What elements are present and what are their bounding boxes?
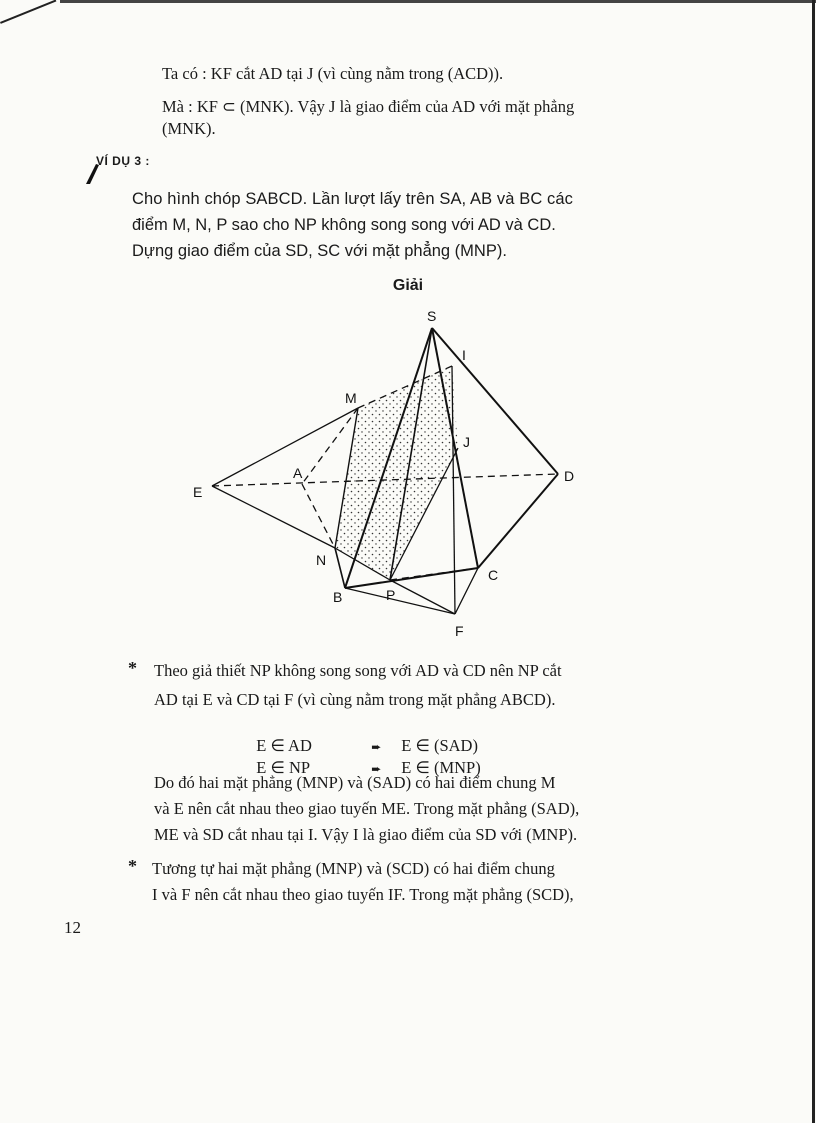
text-line: Cho hình chóp SABCD. Lần lượt lấy trên SA, AB và BC các [132,190,573,208]
text-line: Ta có : KF cắt AD tại J (vì cùng nằm trong (ACD)). [162,64,504,83]
text-line: Dựng giao điểm của SD, SC với mặt phẳng (MNP). [132,242,507,260]
label-J: J [463,434,470,450]
text-line: Tương tự hai mặt phẳng (MNP) và (SCD) có hai điểm chung [152,859,555,878]
example-label: VÍ DỤ 3 : [96,154,150,168]
math-right: E ∈ (MNP) [401,758,481,777]
line-BF [345,588,455,614]
line-PF [390,580,455,614]
line-CF [455,568,478,614]
text-line: AD tại E và CD tại F (vì cùng nằm trong mặt phẳng ABCD). [154,690,556,709]
label-N: N [316,552,327,568]
text-line: Theo giả thiết NP không song song với AD và CD nên NP cắt [154,661,562,680]
bullet-marker: * [128,856,137,876]
text-line: và E nên cắt nhau theo giao tuyến ME. Trong mặt phẳng (SAD), [154,799,580,818]
edge-CD [478,474,558,568]
math-right: E ∈ (SAD) [401,736,478,755]
hidden-edge-AB [302,484,335,548]
page-number: 12 [64,918,81,937]
line-NP-from-N [335,548,345,588]
label-B: B [333,589,343,605]
text-line: (MNK). [162,119,216,138]
label-F: F [455,623,464,639]
arrow-icon: ➨ [371,740,382,754]
line-EN [212,486,335,548]
text-line: Do đó hai mặt phẳng (MNP) và (SAD) có hai điểm chung M [154,773,556,792]
text-line: điểm M, N, P sao cho NP không song song với AD và CD. [132,216,556,234]
label-S: S [427,308,437,324]
label-D: D [564,468,575,484]
label-P: P [386,587,396,603]
label-E: E [193,484,203,500]
math-left: E ∈ AD [256,736,312,755]
label-A: A [293,465,303,481]
label-C: C [488,567,499,583]
solution-title: Giải [392,277,424,294]
bullet-marker: * [128,658,137,678]
label-I: I [462,347,466,363]
label-M: M [345,390,357,406]
text-line: I và F nên cắt nhau theo giao tuyến IF. Trong mặt phẳng (SCD), [152,885,574,904]
arrow-icon: ➨ [371,762,382,776]
text-line: ME và SD cắt nhau tại I. Vậy I là giao điểm của SD với (MNP). [154,825,578,844]
edge-BC [345,568,478,588]
line-EM [212,408,358,486]
text-line: Mà : KF ⊂ (MNK). Vậy J là giao điểm của AD với mặt phẳng [162,97,575,116]
math-left: E ∈ NP [256,758,311,777]
